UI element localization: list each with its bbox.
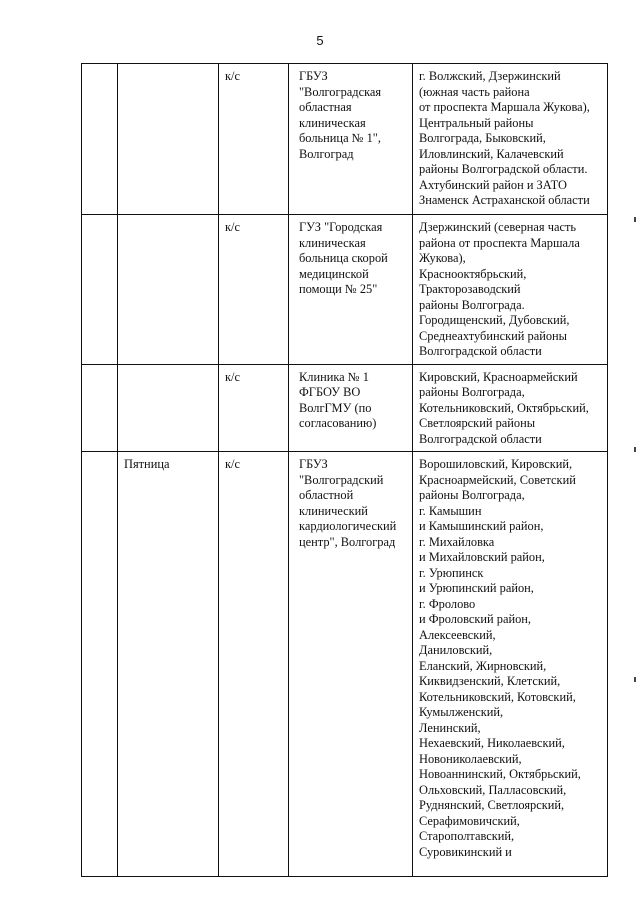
institution-line: Клиника № 1: [299, 369, 369, 384]
institution-line: ВолгГМУ (по: [299, 400, 372, 415]
institution-line: согласованию): [299, 416, 377, 430]
institution-line: клиническая: [299, 235, 366, 250]
institution-cell: [289, 452, 413, 877]
table-row: [82, 215, 608, 365]
districts-cell: [413, 364, 608, 452]
district-line: г. Камышин: [419, 503, 482, 518]
district-line: районы Волгограда.: [419, 297, 525, 312]
margin-mark: [634, 217, 636, 222]
district-line: Ахтубинский район и ЗАТО: [419, 177, 567, 192]
institution-line: ГУЗ "Городская: [299, 220, 383, 234]
district-line: Волгоградской области: [419, 344, 542, 358]
institution-line: клинический: [299, 503, 368, 518]
institution-line: "Волгоградский: [299, 472, 384, 487]
row-number-cell: [82, 364, 118, 452]
district-line: Кумылженский,: [419, 705, 504, 719]
institution-line: больница скорой: [299, 251, 388, 265]
institution-line: ГБУЗ: [299, 69, 328, 83]
district-line: Иловлинский, Калачевский: [419, 146, 564, 161]
district-line: Новоаннинский, Октябрьский,: [419, 767, 581, 781]
district-line: Киквидзенский, Клетский,: [419, 674, 561, 688]
day-cell: [118, 364, 219, 452]
district-line: районы Волгоградской области.: [419, 162, 588, 176]
institution-line: ФГБОУ ВО: [299, 385, 361, 399]
district-line: Даниловский,: [419, 643, 493, 657]
row-number-cell: [82, 452, 118, 877]
district-line: Дзержинский (северная часть: [419, 220, 577, 234]
care-type-label: к/с: [225, 69, 240, 83]
institution-line: областной: [299, 488, 354, 502]
district-line: районы Волгограда,: [419, 488, 525, 502]
care-type-label: к/с: [225, 369, 240, 384]
district-line: районы Волгограда,: [419, 385, 525, 399]
district-line: г. Урюпинск: [419, 565, 484, 580]
district-line: Волгограда, Быковский,: [419, 131, 546, 145]
district-line: и Камышинский район,: [419, 519, 544, 533]
district-line: Котельниковский, Котовский,: [419, 689, 576, 704]
care-type-label: к/с: [225, 457, 240, 471]
district-line: Знаменск Астраханской области: [419, 193, 590, 207]
district-line: Красноармейский, Советский: [419, 472, 576, 487]
district-line: и Михайловский район,: [419, 550, 545, 564]
district-line: Среднеахтубинский районы: [419, 328, 567, 343]
district-line: района от проспекта Маршала: [419, 235, 580, 250]
district-line: Краснооктябрьский,: [419, 266, 527, 281]
districts-cell: [413, 452, 608, 877]
margin-mark: [634, 447, 636, 452]
district-line: Нехаевский, Николаевский,: [419, 736, 565, 750]
day-label: Пятница: [124, 457, 170, 471]
care-type-cell: [219, 452, 289, 877]
day-cell: [118, 215, 219, 365]
districts-cell: [413, 215, 608, 365]
district-line: Еланский, Жирновский,: [419, 658, 547, 673]
district-line: Центральный районы: [419, 115, 534, 130]
district-line: Городищенский, Дубовский,: [419, 313, 570, 327]
district-line: Волгоградской области: [419, 431, 542, 446]
day-cell: [118, 452, 219, 877]
district-line: Ленинский,: [419, 720, 481, 735]
institution-line: помощи № 25": [299, 282, 378, 296]
institution-line: ГБУЗ: [299, 457, 328, 471]
institution-cell: [289, 64, 413, 215]
table-row: [82, 64, 608, 215]
care-type-cell: [219, 64, 289, 215]
institution-line: клиническая: [299, 115, 366, 130]
care-type-cell: [219, 364, 289, 452]
districts-cell: [413, 64, 608, 215]
institution-line: областная: [299, 100, 352, 114]
care-type-label: к/с: [225, 220, 240, 234]
district-line: Серафимовичский,: [419, 813, 520, 828]
district-line: г. Волжский, Дзержинский: [419, 69, 561, 83]
district-line: Старополтавский,: [419, 829, 515, 843]
district-line: Руднянский, Светлоярский,: [419, 798, 565, 812]
district-line: от проспекта Маршала Жукова),: [419, 100, 590, 114]
institution-line: кардиологический: [299, 519, 397, 533]
district-line: и Урюпинский район,: [419, 581, 534, 595]
district-line: Ворошиловский, Кировский,: [419, 457, 573, 471]
margin-mark: [634, 677, 636, 682]
district-line: (южная часть района: [419, 84, 530, 99]
district-line: Кировский, Красноармейский: [419, 369, 578, 384]
institution-cell: [289, 364, 413, 452]
district-line: Ольховский, Палласовский,: [419, 782, 567, 797]
row-number-cell: [82, 64, 118, 215]
district-line: Суровикинский и: [419, 844, 512, 859]
district-line: и Фроловский район,: [419, 612, 532, 626]
district-line: Жукова),: [419, 251, 466, 265]
day-cell: [118, 64, 219, 215]
district-line: Тракторозаводский: [419, 282, 521, 296]
row-number-cell: [82, 215, 118, 365]
institution-line: центр", Волгоград: [299, 534, 396, 549]
institution-line: Волгоград: [299, 146, 354, 161]
page-number: 5: [316, 33, 324, 48]
district-line: Светлоярский районы: [419, 416, 536, 430]
institution-line: медицинской: [299, 266, 369, 281]
institution-line: "Волгоградская: [299, 84, 382, 99]
district-line: г. Фролово: [419, 596, 476, 611]
table-row: [82, 452, 608, 877]
institution-cell: [289, 215, 413, 365]
care-type-cell: [219, 215, 289, 365]
institution-line: больница № 1",: [299, 131, 381, 145]
district-line: Котельниковский, Октябрьский,: [419, 400, 589, 415]
table-row: [82, 364, 608, 452]
district-line: Новониколаевский,: [419, 751, 522, 766]
schedule-table: [81, 63, 608, 877]
district-line: Алексеевский,: [419, 627, 496, 642]
district-line: г. Михайловка: [419, 534, 495, 549]
